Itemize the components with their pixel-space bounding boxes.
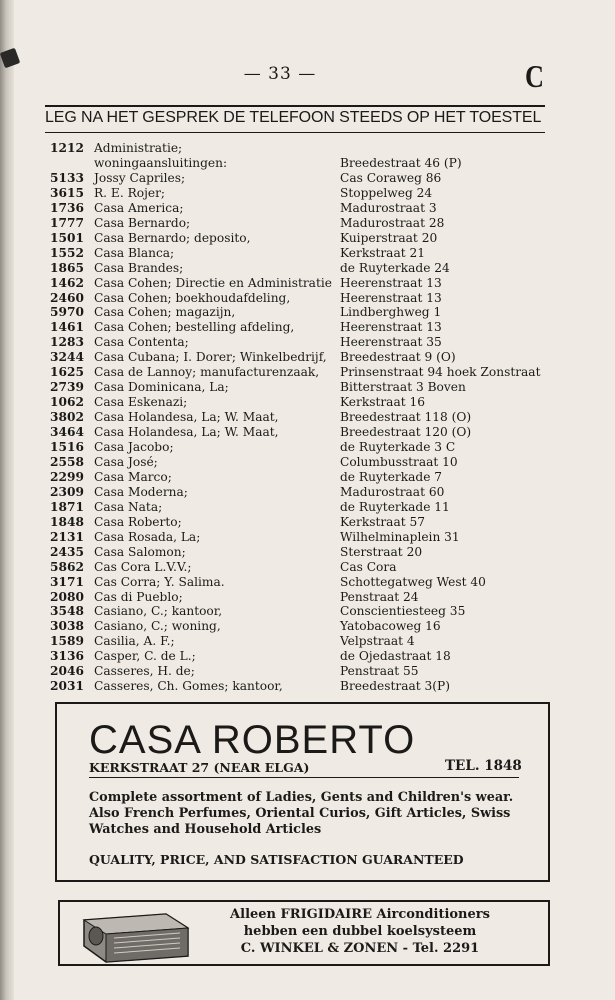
listing-row (50, 648, 550, 664)
listing-number: 5133 (50, 170, 84, 185)
listing-row (50, 499, 550, 515)
listing-address: Heerenstraat 13 (340, 320, 442, 335)
listing-row (50, 529, 550, 545)
listing-address: Breedestraat 46 (P) (340, 155, 462, 170)
listing-address: Breedestraat 120 (O) (340, 425, 472, 440)
air-conditioner-icon (78, 906, 193, 964)
listing-address: Sterstraat 20 (340, 544, 423, 559)
listing-number: 3615 (50, 185, 84, 200)
listing-name: R. E. Rojer; (94, 185, 166, 200)
listing-address: Breedestraat 118 (O) (340, 410, 472, 425)
listing-row (50, 484, 550, 500)
listing-row (50, 544, 550, 560)
listing-number: 2080 (50, 589, 84, 604)
listing-number: 3171 (50, 574, 84, 589)
listing-number: 3548 (50, 604, 84, 619)
listing-name: Casa Roberto; (94, 514, 182, 529)
listing-address: Madurostraat 3 (340, 200, 437, 215)
listing-name: Casa de Lannoy; manufacturenzaak, (94, 365, 320, 380)
phone-banner: LEG NA HET GESPREK DE TELEFOON STEEDS OP HET TOESTEL (45, 109, 542, 126)
listing-number: 1736 (50, 200, 84, 215)
listing-number: 2435 (50, 544, 84, 559)
listing-name: Casa Jacobo; (94, 440, 174, 454)
listing-name: Casa José; (94, 454, 158, 469)
listing-number: 2031 (50, 679, 84, 694)
listing-number: 1462 (50, 275, 84, 290)
listing-name: Casa Salomon; (94, 544, 186, 559)
listing-row (50, 245, 550, 261)
frigidaire-line-1: Alleen FRIGIDAIRE Airconditioners (230, 907, 490, 922)
listing-address: de Ojedastraat 18 (340, 649, 451, 664)
casa-roberto-ad (55, 702, 550, 882)
listing-row (50, 319, 550, 335)
listing-name: woningaansluitingen: (94, 155, 228, 170)
listing-number: 2558 (50, 454, 84, 469)
listing-address: Cas Cora (340, 559, 397, 574)
frigidaire-line-2: hebben een dubbel koelsysteem (243, 924, 477, 939)
listing-address: Schottegatweg West 40 (340, 574, 486, 589)
listing-row (50, 304, 550, 320)
listing-number: 1865 (50, 260, 84, 275)
listing-address: Kuiperstraat 20 (340, 230, 438, 245)
listing-row (50, 379, 550, 395)
listing-address: Heerenstraat 35 (340, 335, 442, 350)
listing-name: Casa Contenta; (94, 335, 189, 350)
listing-number: 1062 (50, 395, 84, 410)
listing-row (50, 215, 550, 231)
listing-address: Wilhelminaplein 31 (340, 529, 460, 544)
section-letter: C (525, 58, 544, 94)
listing-row (50, 409, 550, 425)
listing-row (50, 364, 550, 380)
listing-name: Casa Cohen; boekhoudafdeling, (94, 290, 291, 305)
listing-number: 3038 (50, 619, 84, 634)
listing-row (50, 574, 550, 590)
listing-number: 2460 (50, 290, 84, 305)
ad-title: CASA ROBERTO (89, 718, 416, 762)
listing-row (50, 469, 550, 485)
listing-number: 2046 (50, 664, 84, 679)
listing-number: 1461 (50, 320, 84, 335)
ad-address: KERKSTRAAT 27 (NEAR ELGA) (89, 760, 310, 775)
listing-row (50, 603, 550, 619)
listing-name: Casa Bernardo; deposito, (94, 230, 251, 245)
listing-name: Casa Eskenazi; (94, 395, 188, 410)
listing-row (50, 514, 550, 530)
listing-name: Casa Marco; (94, 469, 172, 484)
listing-row (50, 185, 550, 201)
ad-divider (89, 777, 519, 778)
ad-telephone: TEL. 1848 (445, 758, 522, 774)
listing-row (50, 439, 550, 455)
listing-name: Casseres, Ch. Gomes; kantoor, (94, 679, 283, 694)
listing-row (50, 140, 550, 156)
listing-number: 3136 (50, 649, 84, 664)
listing-name: Casa Holandesa, La; W. Maat, (94, 425, 279, 440)
listing-name: Casa Cohen; bestelling afdeling, (94, 320, 295, 335)
banner-rule (45, 132, 545, 133)
top-rule (45, 105, 545, 107)
listing-name: Casseres, H. de; (94, 664, 195, 679)
page-binding-edge (0, 0, 14, 1000)
listing-row (50, 334, 550, 350)
listing-row (50, 170, 550, 186)
listing-address: Yatobacoweg 16 (340, 619, 441, 634)
listing-address: Columbusstraat 10 (340, 454, 458, 469)
listing-row (50, 200, 550, 216)
listing-address: Lindberghweg 1 (340, 305, 442, 320)
listing-address: Breedestraat 9 (O) (340, 350, 456, 365)
listing-name: Cas Corra; Y. Salima. (94, 574, 225, 589)
listing-row (50, 424, 550, 440)
listing-row (50, 559, 550, 575)
directory-listing (50, 140, 550, 695)
listing-name: Casa Cohen; magazijn, (94, 305, 236, 320)
listing-number: 2299 (50, 469, 84, 484)
listing-row (50, 454, 550, 470)
listing-row (50, 349, 550, 365)
listing-address: de Ruyterkade 7 (340, 469, 443, 484)
listing-name: Casa Nata; (94, 499, 163, 514)
listing-name: Casa Brandes; (94, 260, 184, 275)
page-number: — 33 — (243, 64, 317, 84)
listing-address: Penstraat 55 (340, 664, 419, 679)
listing-name: Casiano, C.; kantoor, (94, 604, 223, 619)
listing-number: 5862 (50, 559, 84, 574)
listing-number: 1777 (50, 215, 84, 230)
listing-number: 1848 (50, 514, 84, 529)
listing-name: Casa America; (94, 200, 184, 215)
frigidaire-ad (58, 900, 550, 966)
listing-address: Heerenstraat 13 (340, 275, 442, 290)
listing-row (50, 155, 550, 171)
listing-address: Velpstraat 4 (340, 634, 415, 649)
listing-number: 1283 (50, 335, 84, 350)
listing-number: 1625 (50, 365, 84, 380)
listing-address: Kerkstraat 57 (340, 514, 425, 529)
listing-name: Casilia, A. F.; (94, 634, 175, 649)
listing-number: 3464 (50, 425, 84, 440)
listing-address: Penstraat 24 (340, 589, 419, 604)
listing-row (50, 275, 550, 291)
listing-address: Heerenstraat 13 (340, 290, 442, 305)
listing-name: Casa Cohen; Directie en Administratie (94, 275, 332, 290)
listing-name: Casa Cubana; I. Dorer; Winkelbedrijf, (94, 350, 327, 365)
listing-number: 2131 (50, 529, 84, 544)
listing-name: Casa Bernardo; (94, 215, 191, 230)
listing-address: de Ruyterkade 24 (340, 260, 450, 275)
listing-name: Casiano, C.; woning, (94, 619, 221, 634)
listing-number: 2309 (50, 484, 84, 499)
listing-address: Conscientiesteeg 35 (340, 604, 466, 619)
ad-slogan: QUALITY, PRICE, AND SATISFACTION GUARANTEED (89, 852, 464, 867)
listing-address: Prinsenstraat 94 hoek Zonstraat (340, 365, 541, 380)
listing-row (50, 678, 550, 694)
listing-row (50, 633, 550, 649)
frigidaire-line-3: C. WINKEL & ZONEN - Tel. 2291 (240, 941, 480, 956)
listing-row (50, 290, 550, 306)
listing-name: Casa Moderna; (94, 484, 188, 499)
listing-address: de Ruyterkade 3 C (340, 440, 456, 454)
listing-address: Kerkstraat 16 (340, 395, 425, 410)
listing-name: Casa Dominicana, La; (94, 380, 229, 395)
listing-name: Casper, C. de L.; (94, 649, 196, 664)
listing-address: Cas Coraweg 86 (340, 170, 442, 185)
listing-number: 3802 (50, 410, 84, 425)
listing-number: 1501 (50, 230, 84, 245)
listing-address: Madurostraat 60 (340, 484, 445, 499)
listing-address: Stoppelweg 24 (340, 185, 433, 200)
listing-number: 2739 (50, 380, 84, 395)
listing-row (50, 260, 550, 276)
listing-name: Cas Cora L.V.V.; (94, 559, 192, 574)
listing-address: Breedestraat 3(P) (340, 679, 450, 694)
listing-row (50, 230, 550, 246)
listing-name: Casa Blanca; (94, 245, 175, 260)
ad-description: Complete assortment of Ladies, Gents and Children's wear. Also French Perfumes, Oriental Curios, Gift Articles, Swiss Watches and Household Articles (89, 790, 514, 837)
listing-number: 1212 (50, 141, 84, 155)
listing-row (50, 589, 550, 605)
listing-address: de Ruyterkade 11 (340, 499, 450, 514)
listing-address: Kerkstraat 21 (340, 245, 425, 260)
listing-name: Jossy Capriles; (94, 170, 186, 185)
listing-number: 1589 (50, 634, 84, 649)
listing-name: Cas di Pueblo; (94, 589, 183, 604)
listing-number: 1552 (50, 245, 84, 260)
listing-row (50, 618, 550, 634)
listing-number: 3244 (50, 350, 84, 365)
listing-number: 1871 (50, 499, 84, 514)
listing-row (50, 394, 550, 410)
listing-row (50, 663, 550, 679)
listing-number: 1516 (50, 440, 84, 454)
listing-name: Casa Rosada, La; (94, 529, 201, 544)
listing-name: Casa Holandesa, La; W. Maat, (94, 410, 279, 425)
listing-number: 5970 (50, 305, 84, 320)
listing-name: Administratie; (94, 141, 183, 155)
frigidaire-text (210, 906, 510, 957)
listing-address: Bitterstraat 3 Boven (340, 380, 466, 395)
listing-address: Madurostraat 28 (340, 215, 445, 230)
